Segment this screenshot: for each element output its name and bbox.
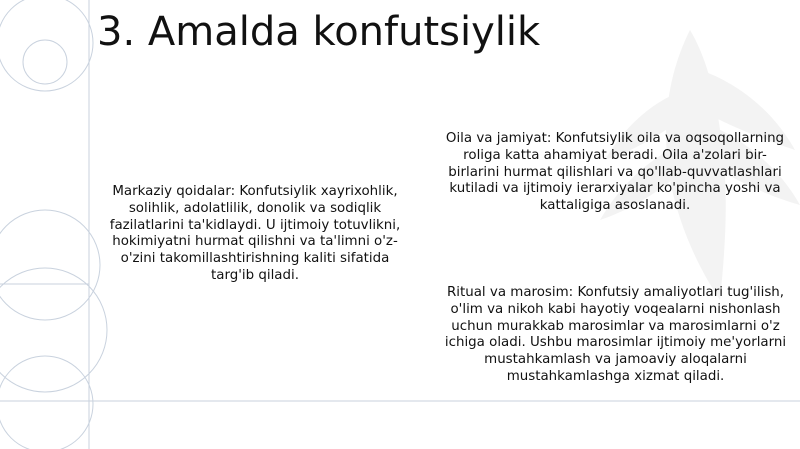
central-principles-text: Markaziy qoidalar: Konfutsiylik xayrixohlik, solihlik, adolatlilik, donolik va sodiqlik fazilatlarini ta'kidlaydi. U ijtimoiy totuvlikni, hokimiyatni hurmat qilishni va ta'limni o'z-o'zini takomillashtirishning kaliti sifatida targ'ib qiladi.: [109, 184, 401, 283]
ritual-ceremony-text: Ritual va marosim: Konfutsiy amaliyotlari tug'ilish, o'lim va nikoh kabi hayotiy voqealarni nishonlash uchun murakkab marosimlar va marosimlarni o'z ichiga oladi. Ushbu marosimlar ijtimoiy me'yorlarni mustahkamlash va jamoaviy aloqalarni mustahkamlashga xizmat qiladi.: [444, 285, 787, 384]
slide-title: 3. Amalda konfutsiylik: [97, 9, 541, 55]
family-society-text: Oila va jamiyat: Konfutsiylik oila va oqsoqollarning roliga katta ahamiyat beradi. Oila a'zolari bir-birlarini hurmat qilishlari va qo'llab-quvvatlashlari kutiladi va ijtimoiy ierarxiyalar ko'pincha yoshi va kattaligiga asoslanadi.: [445, 131, 785, 214]
